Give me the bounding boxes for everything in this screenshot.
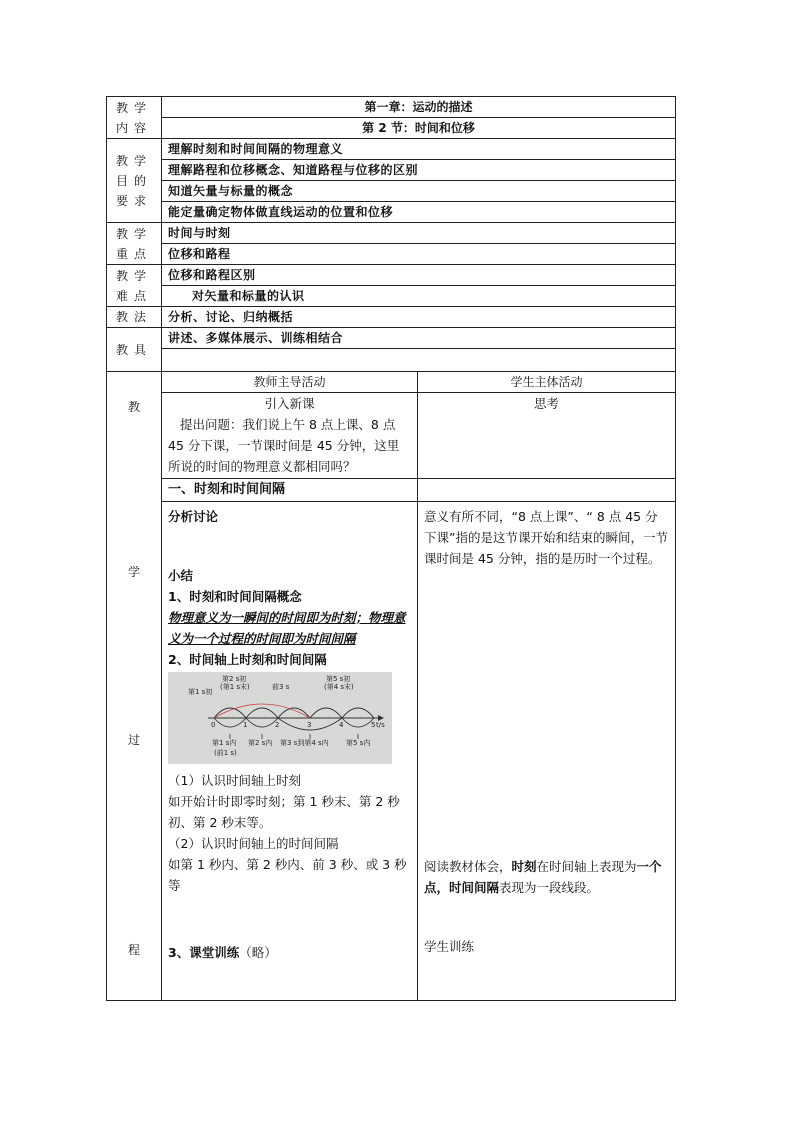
student-read-part: 阅读教材体会， <box>424 858 512 874</box>
student-training: 学生训练 <box>424 938 475 954</box>
method-item: 分析、讨论、归纳概括 <box>162 307 676 328</box>
recognize2-title: （2）认识时间轴上的时间间隔 <box>168 835 339 851</box>
axis-tick-label: 5 <box>371 720 376 729</box>
student-read-part: 时刻 <box>511 858 537 874</box>
process-label-char: 学 <box>127 565 140 579</box>
intro-cell <box>162 393 418 478</box>
axis-tick-label: 1 <box>243 720 248 729</box>
objective-item: 理解时刻和时间间隔的物理意义 <box>162 139 676 160</box>
process-label-char: 过 <box>127 733 140 747</box>
teacher-activity-header: 教师主导活动 <box>162 372 418 393</box>
training-title: 3、课堂训练 <box>168 944 240 960</box>
tools-value <box>162 349 676 372</box>
training-note: （略） <box>239 944 277 960</box>
student-read-part: 表现为一段线段。 <box>499 879 600 895</box>
student-read-text <box>424 856 669 898</box>
difficulty-item: 位移和路程区别 <box>162 265 676 286</box>
teacher-main-cell <box>162 501 418 1000</box>
student-main-cell <box>418 501 676 1000</box>
student-activity-header: 学生主体活动 <box>418 372 676 393</box>
key-point-item: 位移和路程 <box>162 244 676 265</box>
top-label: 第5 s初 <box>326 674 351 683</box>
recognize2-text: 如第 1 秒内、第 2 秒内、前 3 秒、或 3 秒等 <box>168 856 407 893</box>
top-label: (第4 s末) <box>324 682 354 691</box>
axis-tick-label: 0 <box>211 720 216 729</box>
concept-text: 物理意义为一瞬间的时间即为时刻；物理意义为一个过程的时间即为时间间隔 <box>168 609 406 646</box>
top-label: (第1 s末) <box>220 682 250 691</box>
top-label: 前3 s <box>272 682 290 691</box>
chapter-title: 第一章：运动的描述 <box>162 97 676 118</box>
discuss-title: 分析讨论 <box>168 508 219 524</box>
axis-unit-label: t/s <box>376 720 385 729</box>
methods-label: 教法 <box>107 307 162 328</box>
summary-title: 小结 <box>168 567 194 583</box>
content-label: 教学内容 <box>107 97 162 139</box>
tools-label: 教具 <box>107 328 162 372</box>
difficulties-label: 教学难点 <box>107 265 162 307</box>
top-label: 第1 s初 <box>188 687 213 696</box>
lesson-plan-table <box>106 96 676 1001</box>
bottom-label: 第5 s内 <box>346 738 371 747</box>
objectives-label: 教学目的要求 <box>107 139 162 223</box>
bottom-label: 第2 s内 <box>248 738 273 747</box>
student-read-part: 在时间轴上表现为 <box>536 858 637 874</box>
student-think: 思考 <box>534 396 560 412</box>
student-read-part: 一个点，时间间隔 <box>424 858 662 895</box>
bottom-label: (前1 s) <box>214 748 237 757</box>
section-title: 第 2 节：时间和位移 <box>162 118 676 139</box>
process-label-char: 教 <box>127 400 140 414</box>
difficulty-item: 对矢量和标量的认识 <box>162 286 676 307</box>
intro-title: 引入新课 <box>264 396 315 412</box>
axis-tick-label: 3 <box>307 720 312 729</box>
bottom-label: 第1 s内 <box>212 738 237 747</box>
top-label: 第2 s初 <box>222 674 247 683</box>
recognize1-text: 如开始计时即零时刻；第 1 秒末、第 2 秒初、第 2 秒末等。 <box>168 793 400 830</box>
empty-cell <box>418 478 676 501</box>
objective-item: 理解路程和位移概念、知道路程与位移的区别 <box>162 160 676 181</box>
student-think-cell <box>418 393 676 478</box>
method-item: 讲述、多媒体展示、训练相结合 <box>162 328 676 349</box>
axis-tick-label: 2 <box>275 720 280 729</box>
process-label <box>107 372 162 1001</box>
lesson-plan-sheet <box>106 96 675 1010</box>
axis-tick-label: 4 <box>339 720 344 729</box>
recognize1-title: （1）认识时间轴上时刻 <box>168 772 301 788</box>
section1-title: 一、时刻和时间间隔 <box>162 478 418 501</box>
objective-item: 能定量确定物体做直线运动的位置和位移 <box>162 202 676 223</box>
process-label-char: 程 <box>127 943 140 957</box>
intro-question: 提出问题：我们说上午 8 点上课、8 点 45 分下课，一节课时间是 45 分钟，这里所说的时间的物理意义都相同吗？ <box>168 417 400 475</box>
concept-title: 1、时刻和时间间隔概念 <box>168 588 302 604</box>
objective-item: 知道矢量与标量的概念 <box>162 181 676 202</box>
axis-title: 2、时间轴上时刻和时间间隔 <box>168 651 327 667</box>
key-point-item: 时间与时刻 <box>162 223 676 244</box>
key-points-label: 教学重点 <box>107 223 162 265</box>
bottom-label: 第3 s到第4 s内 <box>280 738 329 747</box>
student-meaning: 意义有所不同，“8 点上课”、“ 8 点 45 分下课”指的是这节课开始和结束的瞬间，一节课时间是 45 分钟，指的是历时一个过程。 <box>424 508 668 566</box>
timeline-diagram <box>168 672 392 764</box>
